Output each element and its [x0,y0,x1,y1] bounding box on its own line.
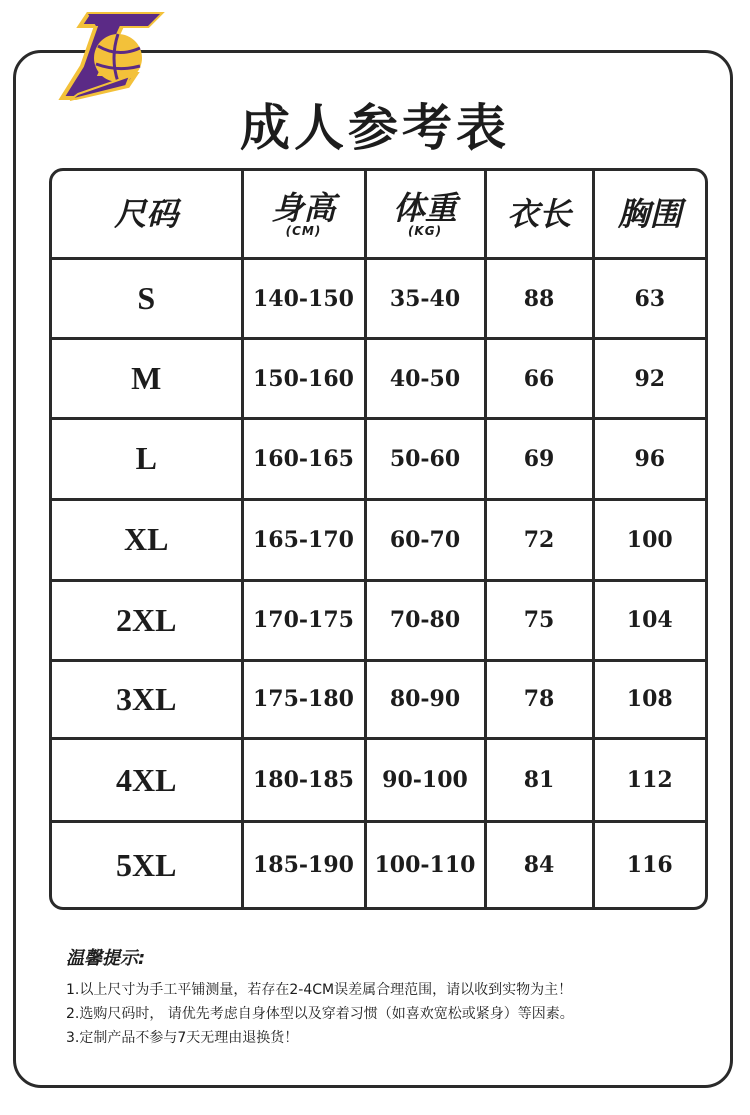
table-cell: 40-50 [365,339,485,419]
table-row [52,339,705,419]
table-cell: 60-70 [365,499,485,580]
table-cell: 170-175 [242,580,365,660]
table-row [52,259,705,339]
notes-section [66,944,706,1050]
table-cell: 100 [593,499,705,580]
size-cell: 4XL [52,739,242,822]
table-cell: 185-190 [242,822,365,907]
table-cell: 96 [593,419,705,499]
table-cell: 70-80 [365,580,485,660]
table-row [52,660,705,738]
note-item: 2.选购尺码时， 请优先考虑自身体型以及穿着习惯（如喜欢宽松或紧身）等因素。 [66,1006,574,1022]
table-cell: 112 [593,739,705,822]
size-cell: L [52,419,242,499]
size-cell: 5XL [52,822,242,907]
table-cell: 66 [485,339,593,419]
table-cell: 72 [485,499,593,580]
table-row [52,822,705,907]
table-cell: 81 [485,739,593,822]
size-cell: XL [52,499,242,580]
table-cell: 50-60 [365,419,485,499]
table-cell: 140-150 [242,259,365,339]
table-cell: 108 [593,660,705,738]
header-height: 身高 (CM) [242,171,365,259]
table-cell: 116 [626,852,673,879]
header-size: 尺码 [52,171,242,259]
table-row [52,580,705,660]
table-cell: 150-160 [242,339,365,419]
table-cell: 180-185 [242,739,365,822]
note-item: 1.以上尺寸为手工平铺测量，若存在2-4CM误差属合理范围，请以收到实物为主！ [66,982,573,998]
table-cell: 88 [485,259,593,339]
table-header-row [52,171,705,259]
table-row [52,499,705,580]
table-row [52,739,705,822]
note-item: 3.定制产品不参与7天无理由退换货！ [66,1030,299,1046]
size-cell: S [52,259,242,339]
table-cell: 80-90 [365,660,485,738]
table-row [52,419,705,499]
table-cell: 175-180 [242,660,365,738]
header-length: 衣长 [485,171,593,259]
table-cell: 35-40 [365,259,485,339]
table-cell: 90-100 [365,739,485,822]
table-cell: 104 [593,580,705,660]
table-cell: 78 [485,660,593,738]
page-title: 成人参考表 [240,99,510,157]
table-cell: 75 [485,580,593,660]
table-cell: 63 [593,259,705,339]
size-cell: M [52,339,242,419]
size-table [49,168,708,910]
table-cell: 84 [485,822,593,907]
table-cell: 100-110 [365,822,485,907]
size-cell: 3XL [52,660,242,738]
header-chest: 胸围 [593,171,705,259]
notes-title: 温馨提示: [66,948,146,969]
table-cell: 69 [485,419,593,499]
header-weight: 体重 (KG) [365,171,485,259]
table-cell: 160-165 [242,419,365,499]
table-cell: 92 [593,339,705,419]
size-cell: 2XL [52,580,242,660]
table-cell: 165-170 [242,499,365,580]
